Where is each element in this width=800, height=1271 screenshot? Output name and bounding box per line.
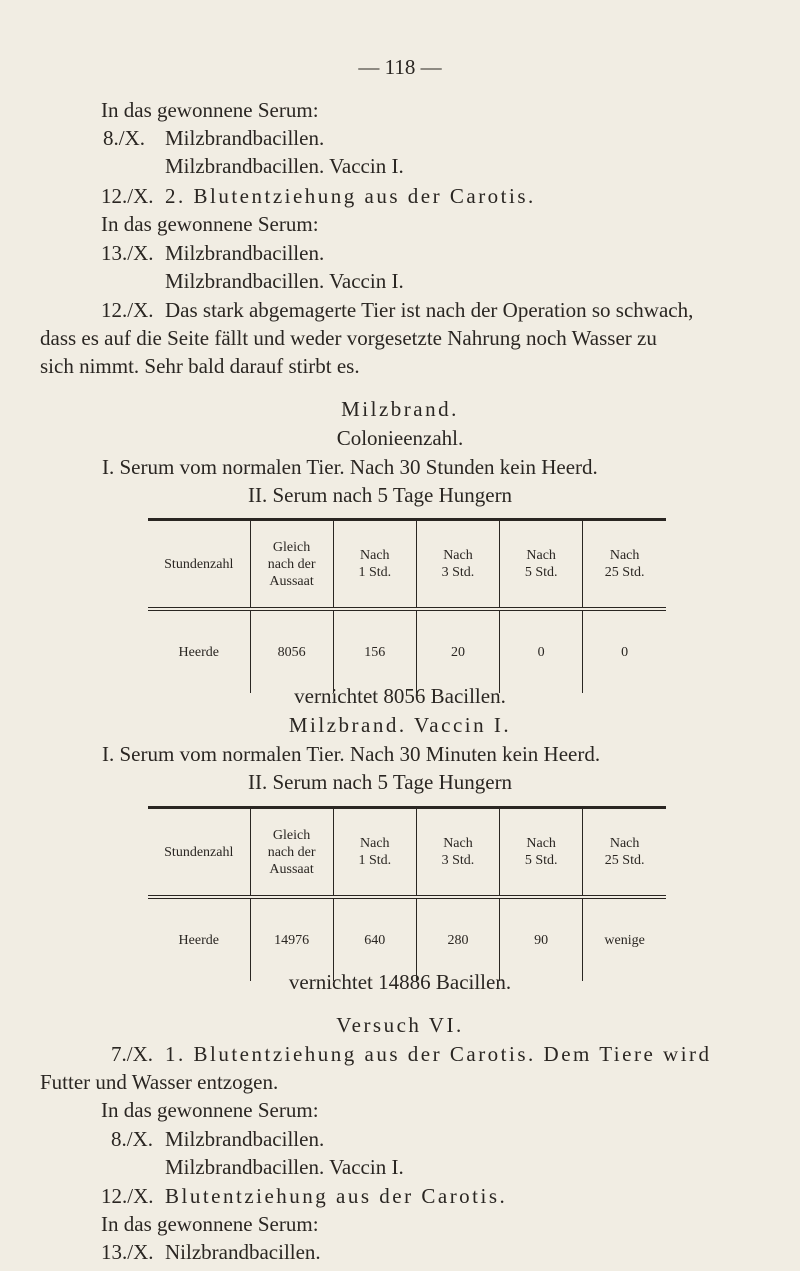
date-label: 12./X. (101, 184, 154, 208)
table-cell: Heerde (148, 609, 250, 693)
text-span: Blutentziehung aus der Carotis. (165, 1184, 508, 1208)
text-line: Milzbrandbacillen. Vaccin I. (165, 269, 404, 293)
table-header-cell: Nach 1 Std. (333, 520, 416, 610)
table-header-cell: Stundenzahl (148, 520, 250, 610)
text-line (101, 1239, 321, 1265)
text-span: Milzbrandbacillen. (165, 241, 325, 265)
table-header-cell: Gleich nach der Aussaat (250, 520, 333, 610)
date-label: 13./X. (101, 1240, 154, 1264)
date-label: 8./X. (103, 126, 145, 150)
text-line: In das gewonnene Serum: (101, 98, 319, 122)
section-title: Milzbrand. (341, 397, 459, 421)
table-cell: 640 (333, 897, 416, 981)
section-subtitle: Colonieenzahl. (336, 426, 464, 450)
table-cell: 156 (333, 609, 416, 693)
text-span: Nilzbrandbacillen. (165, 1240, 321, 1264)
text-span: 2. Blutentziehung aus der Carotis. (165, 184, 536, 208)
table-header-cell: Stundenzahl (148, 808, 250, 898)
table-cell: wenige (583, 897, 666, 981)
page-number: — 118 — (358, 55, 442, 79)
table-row (148, 609, 666, 693)
table-header-cell: Nach 5 Std. (500, 520, 583, 610)
text-line: sich nimmt. Sehr bald darauf stirbt es. (40, 354, 360, 378)
text-line (101, 1183, 507, 1209)
text-line: II. Serum nach 5 Tage Hungern (248, 770, 513, 794)
date-label: 7./X. (111, 1042, 153, 1066)
table-cell: 280 (416, 897, 499, 981)
table-cell: 0 (500, 609, 583, 693)
section-title: Versuch VI. (336, 1013, 464, 1037)
text-line (101, 183, 536, 209)
section-title: Milzbrand. Vaccin I. (288, 713, 512, 737)
table-header-cell: Gleich nach der Aussaat (250, 808, 333, 898)
text-line (101, 240, 324, 266)
table-header-cell: Nach 3 Std. (416, 520, 499, 610)
colony-table (148, 518, 666, 693)
text-line: dass es auf die Seite fällt und weder vorgesetzte Nahrung noch Wasser zu (40, 326, 657, 350)
table-header-row (148, 808, 666, 898)
table-cell: 8056 (250, 609, 333, 693)
table-header-cell: Nach 1 Std. (333, 808, 416, 898)
date-label: 8./X. (111, 1127, 153, 1151)
text-line: Futter und Wasser entzogen. (40, 1070, 279, 1094)
table-cell: 90 (500, 897, 583, 981)
table-header-cell: Nach 3 Std. (416, 808, 499, 898)
text-line: I. Serum vom normalen Tier. Nach 30 Minuten kein Heerd. (102, 742, 601, 766)
text-line (101, 125, 324, 151)
text-line: II. Serum nach 5 Tage Hungern (248, 483, 513, 507)
table-cell: 0 (583, 609, 666, 693)
text-span: Das stark abgemagerte Tier ist nach der Operation so schwach, (165, 298, 694, 322)
result-line: vernichtet 8056 Bacillen. (294, 684, 506, 708)
result-line: vernichtet 14886 Bacillen. (288, 970, 512, 994)
table-header-cell: Nach 5 Std. (500, 808, 583, 898)
text-span: 1. Blutentziehung aus der Carotis. Dem Tiere wird (165, 1042, 712, 1066)
text-span: Milzbrandbacillen. (165, 126, 325, 150)
vaccin-table (148, 806, 666, 981)
text-line (101, 297, 693, 323)
text-line: Milzbrandbacillen. Vaccin I. (165, 1155, 404, 1179)
date-label: 13./X. (101, 241, 154, 265)
table-cell: 20 (416, 609, 499, 693)
text-line: I. Serum vom normalen Tier. Nach 30 Stunden kein Heerd. (102, 455, 598, 479)
text-line: In das gewonnene Serum: (101, 212, 319, 236)
date-label: 12./X. (101, 298, 154, 322)
table-header-cell: Nach 25 Std. (583, 520, 666, 610)
table-header-cell: Nach 25 Std. (583, 808, 666, 898)
text-span: Milzbrandbacillen. (165, 1127, 325, 1151)
text-line: Milzbrandbacillen. Vaccin I. (165, 154, 404, 178)
table-cell: Heerde (148, 897, 250, 981)
table-header-row (148, 520, 666, 610)
table-cell: 14976 (250, 897, 333, 981)
text-line: In das gewonnene Serum: (101, 1212, 319, 1236)
text-line (101, 1126, 324, 1152)
text-line: In das gewonnene Serum: (101, 1098, 319, 1122)
date-label: 12./X. (101, 1184, 154, 1208)
text-line (101, 1041, 712, 1067)
